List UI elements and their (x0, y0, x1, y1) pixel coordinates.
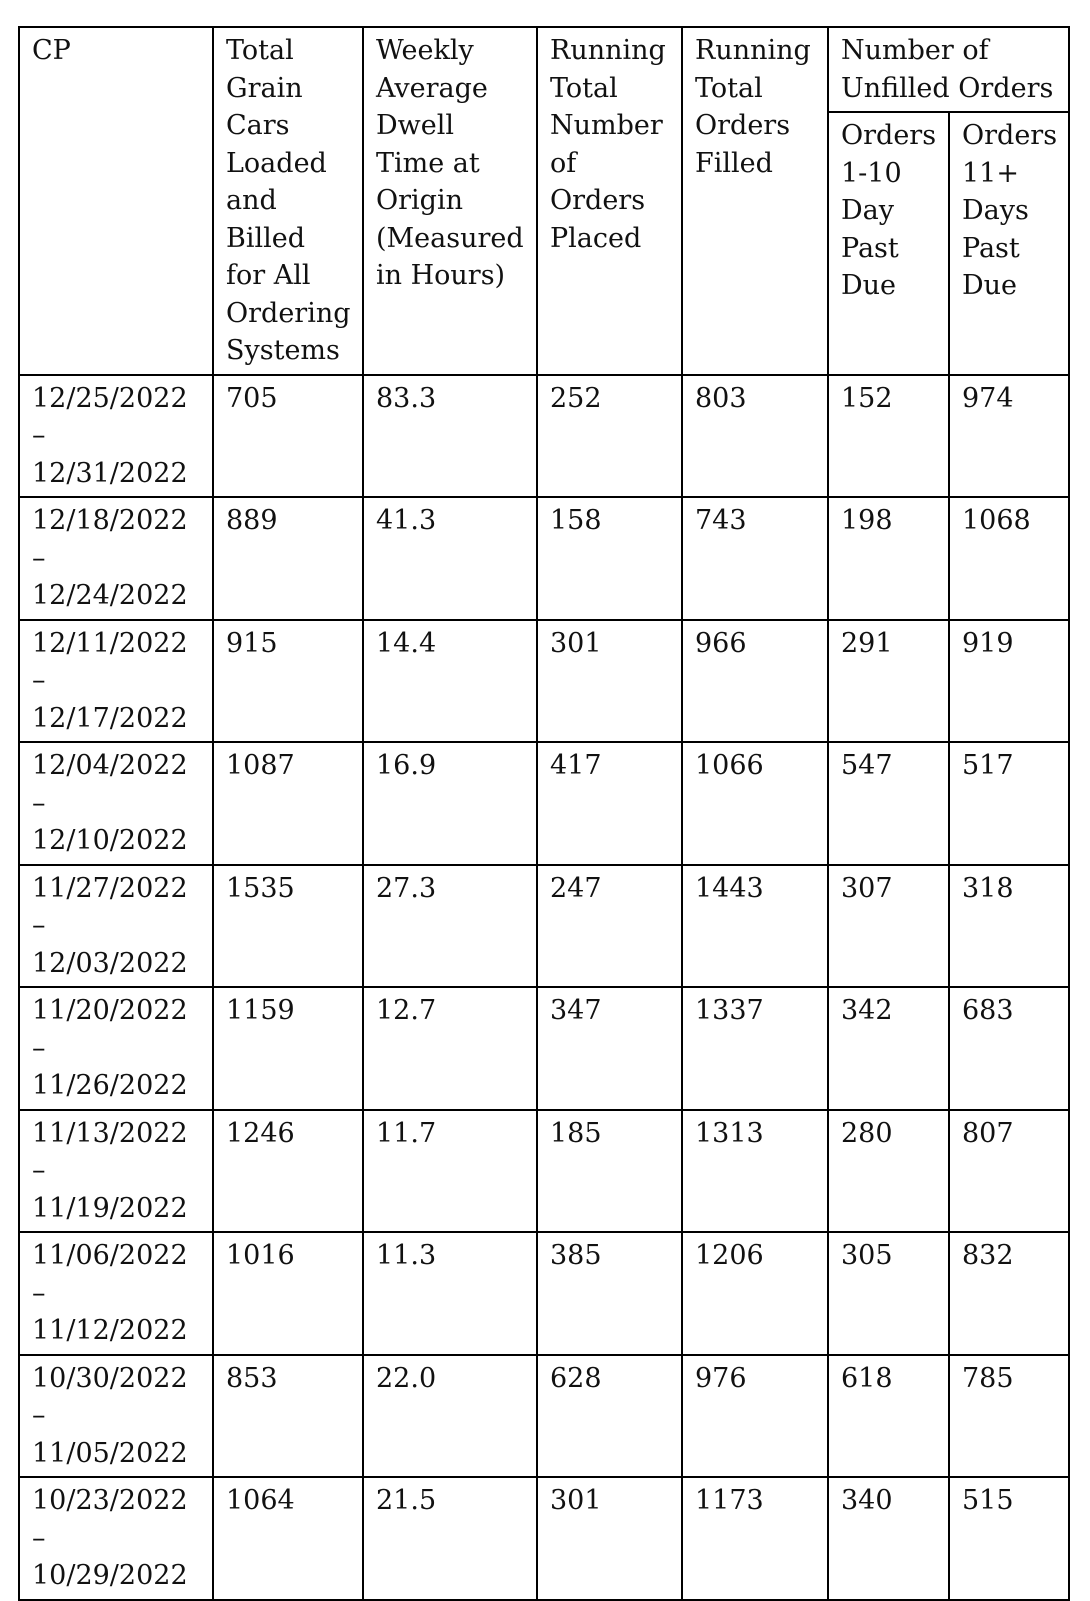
table-row (19, 497, 1069, 620)
cell-orders-placed: 385 (537, 1232, 682, 1355)
cell-dwell-time: 11.3 (363, 1232, 537, 1355)
cell-orders-placed: 417 (537, 742, 682, 865)
cell-orders-11-plus-days: 318 (949, 865, 1069, 988)
cell-orders-1-10-days: 305 (828, 1232, 949, 1355)
header-orders-filled: Running Total Orders Filled (682, 27, 828, 375)
cell-orders-1-10-days: 291 (828, 620, 949, 743)
period-sep: – (32, 665, 46, 696)
period-start: 12/25/2022 (32, 382, 188, 414)
cell-dwell-time: 21.5 (363, 1477, 537, 1600)
cell-orders-11-plus-days: 807 (949, 1110, 1069, 1233)
cell-orders-placed: 347 (537, 987, 682, 1110)
cell-cp-period (19, 742, 213, 865)
cell-orders-placed: 628 (537, 1355, 682, 1478)
cell-orders-filled: 1313 (682, 1110, 828, 1233)
cell-orders-1-10-days: 152 (828, 375, 949, 498)
cell-orders-1-10-days: 618 (828, 1355, 949, 1478)
cell-orders-filled: 976 (682, 1355, 828, 1478)
cell-orders-1-10-days: 547 (828, 742, 949, 865)
cell-cp-period (19, 865, 213, 988)
period-end: 10/29/2022 (32, 1560, 188, 1591)
header-orders-11-plus-days: Orders 11+ Days Past Due (949, 112, 1069, 374)
period-start: 12/04/2022 (32, 750, 188, 781)
period-sep: – (32, 420, 46, 451)
period-sep: – (32, 1277, 46, 1309)
cell-orders-placed: 252 (537, 375, 682, 498)
cell-cars-loaded: 1087 (213, 742, 363, 865)
cell-orders-11-plus-days: 683 (949, 987, 1069, 1110)
period-end: 12/17/2022 (32, 702, 188, 734)
header-orders-placed: Running Total Number of Orders Placed (537, 27, 682, 375)
table-row (19, 1477, 1069, 1600)
period-end: 12/03/2022 (32, 947, 188, 979)
cell-cp-period (19, 497, 213, 620)
cell-orders-filled: 803 (682, 375, 828, 498)
cell-cars-loaded: 853 (213, 1355, 363, 1478)
cell-cars-loaded: 1016 (213, 1232, 363, 1355)
cell-cp-period (19, 375, 213, 498)
cell-orders-placed: 301 (537, 1477, 682, 1600)
cell-cars-loaded: 705 (213, 375, 363, 498)
table-row (19, 742, 1069, 865)
cell-orders-filled: 1443 (682, 865, 828, 988)
period-sep: – (32, 542, 46, 574)
cell-orders-1-10-days: 307 (828, 865, 949, 988)
period-start: 11/20/2022 (32, 995, 188, 1026)
cell-cp-period (19, 987, 213, 1110)
table-row (19, 1355, 1069, 1478)
cell-cp-period (19, 1232, 213, 1355)
period-end: 12/31/2022 (32, 457, 188, 489)
period-start: 12/18/2022 (32, 505, 188, 536)
cell-cars-loaded: 1246 (213, 1110, 363, 1233)
cell-orders-11-plus-days: 832 (949, 1232, 1069, 1355)
period-end: 12/10/2022 (32, 825, 188, 856)
cell-orders-filled: 1206 (682, 1232, 828, 1355)
period-end: 11/05/2022 (32, 1437, 188, 1469)
cell-orders-placed: 247 (537, 865, 682, 988)
cell-orders-11-plus-days: 517 (949, 742, 1069, 865)
cell-dwell-time: 16.9 (363, 742, 537, 865)
cell-orders-1-10-days: 340 (828, 1477, 949, 1600)
table-row (19, 865, 1069, 988)
cell-cars-loaded: 889 (213, 497, 363, 620)
period-end: 11/12/2022 (32, 1315, 188, 1346)
table-row (19, 1232, 1069, 1355)
period-start: 11/13/2022 (32, 1117, 188, 1149)
cell-cp-period (19, 1477, 213, 1600)
cell-orders-filled: 1173 (682, 1477, 828, 1600)
table-body (19, 375, 1069, 1600)
cell-orders-11-plus-days: 515 (949, 1477, 1069, 1600)
cell-orders-11-plus-days: 919 (949, 620, 1069, 743)
cell-orders-filled: 1066 (682, 742, 828, 865)
cell-orders-placed: 158 (537, 497, 682, 620)
cell-orders-filled: 966 (682, 620, 828, 743)
period-sep: – (32, 910, 46, 941)
period-end: 11/19/2022 (32, 1192, 188, 1224)
period-sep: – (32, 787, 46, 819)
period-start: 12/11/2022 (32, 627, 188, 659)
table-row (19, 620, 1069, 743)
table-row (19, 987, 1069, 1110)
period-end: 11/26/2022 (32, 1070, 188, 1101)
cell-dwell-time: 41.3 (363, 497, 537, 620)
cell-orders-11-plus-days: 974 (949, 375, 1069, 498)
cell-cars-loaded: 1535 (213, 865, 363, 988)
header-total-grain-cars: Total Grain Cars Loaded and Billed for All Ordering Systems (213, 27, 363, 375)
cell-orders-1-10-days: 198 (828, 497, 949, 620)
header-dwell-time: Weekly Average Dwell Time at Origin (Measured in Hours) (363, 27, 537, 375)
grain-car-table (18, 26, 1070, 1601)
cell-orders-placed: 185 (537, 1110, 682, 1233)
cell-orders-filled: 743 (682, 497, 828, 620)
cell-orders-11-plus-days: 785 (949, 1355, 1069, 1478)
cell-dwell-time: 12.7 (363, 987, 537, 1110)
period-start: 10/30/2022 (32, 1362, 188, 1394)
cell-dwell-time: 83.3 (363, 375, 537, 498)
table-row (19, 375, 1069, 498)
header-orders-1-10-days: Orders 1-10 Day Past Due (828, 112, 949, 374)
cell-dwell-time: 14.4 (363, 620, 537, 743)
cell-orders-filled: 1337 (682, 987, 828, 1110)
cell-orders-1-10-days: 342 (828, 987, 949, 1110)
period-sep: – (32, 1522, 46, 1554)
header-unfilled-orders: Number of Unfilled Orders (828, 27, 1069, 112)
cell-dwell-time: 22.0 (363, 1355, 537, 1478)
header-cp: CP (19, 27, 213, 375)
cell-cp-period (19, 1355, 213, 1478)
period-end: 12/24/2022 (32, 580, 188, 611)
period-start: 10/23/2022 (32, 1485, 188, 1516)
table-row (19, 1110, 1069, 1233)
cell-dwell-time: 11.7 (363, 1110, 537, 1233)
cell-dwell-time: 27.3 (363, 865, 537, 988)
cell-cp-period (19, 1110, 213, 1233)
cell-orders-11-plus-days: 1068 (949, 497, 1069, 620)
period-sep: – (32, 1032, 46, 1064)
period-start: 11/06/2022 (32, 1240, 188, 1271)
period-sep: – (32, 1400, 46, 1431)
cell-cp-period (19, 620, 213, 743)
cell-cars-loaded: 1064 (213, 1477, 363, 1600)
period-sep: – (32, 1155, 46, 1186)
cell-cars-loaded: 1159 (213, 987, 363, 1110)
cell-orders-1-10-days: 280 (828, 1110, 949, 1233)
cell-orders-placed: 301 (537, 620, 682, 743)
cell-cars-loaded: 915 (213, 620, 363, 743)
period-start: 11/27/2022 (32, 872, 188, 904)
